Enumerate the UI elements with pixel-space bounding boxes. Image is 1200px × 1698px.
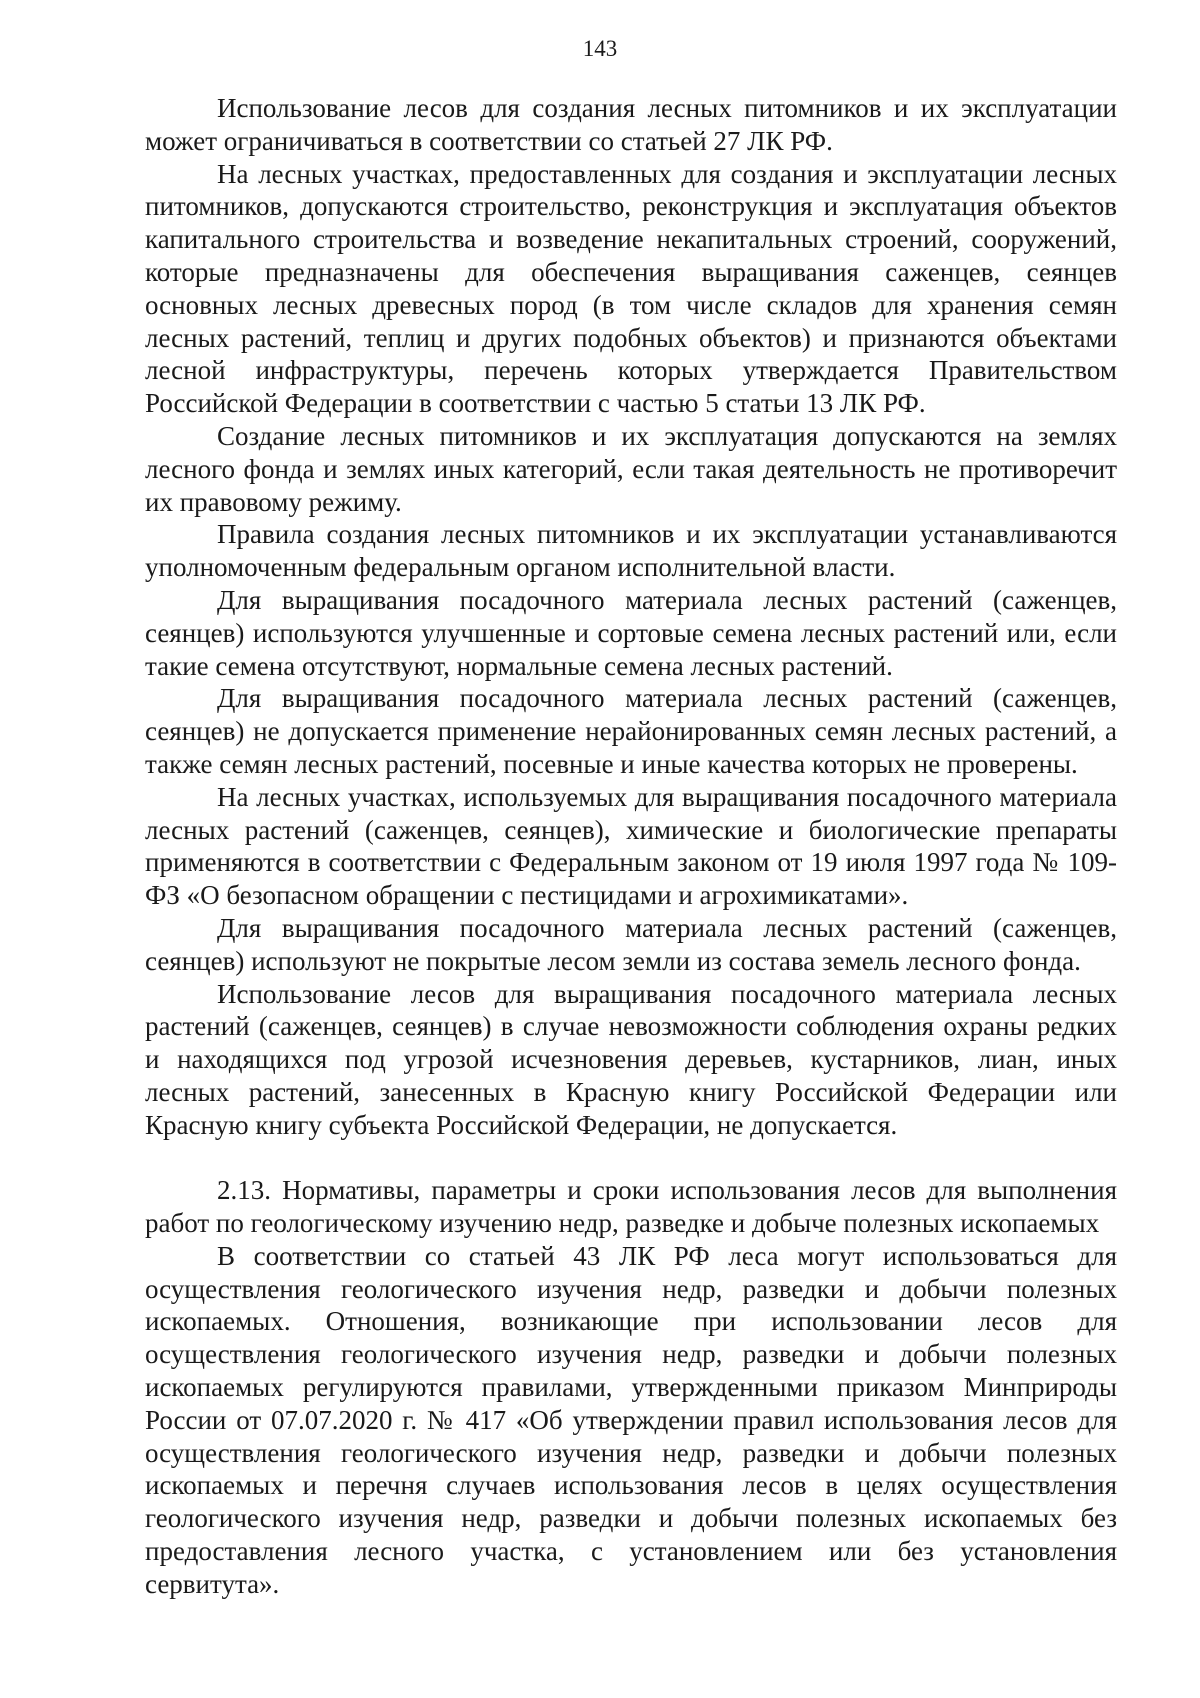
paragraph: Для выращивания посадочного материала лесных растений (саженцев, сеянцев) используют не покрытые лесом земли из состава земель лесного фонда. bbox=[145, 912, 1117, 976]
paragraph: Для выращивания посадочного материала лесных растений (саженцев, сеянцев) не допускается применение нерайонированных семян лесных растений, а также семян лесных растений, посевные и иные качества которых не проверены. bbox=[145, 683, 1117, 779]
document-body bbox=[145, 92, 1117, 1601]
paragraph: Использование лесов для создания лесных питомников и их эксплуатации может ограничиваться в соответствии со статьей 27 ЛК РФ. bbox=[145, 93, 1117, 156]
paragraph: Правила создания лесных питомников и их эксплуатации устанавливаются уполномоченным федеральным органом исполнительной власти. bbox=[145, 519, 1117, 583]
paragraph: На лесных участках, предоставленных для создания и эксплуатации лесных питомников, допускаются строительство, реконструкция и эксплуатация объектов капитального строительства и возведение некапитальных строений, сооружений, которые предназначены для обеспечения выращивания саженцев, сеянцев основных лесных древесных пород (в том числе складов для хранения семян лесных растений, теплиц и других подобных объектов) и признаются объектами лесной инфраструктуры, перечень которых утверждается Правительством Российской Федерации в соответствии с частью 5 статьи 13 ЛК РФ. bbox=[145, 158, 1117, 419]
section-heading: 2.13. Нормативы, параметры и сроки использования лесов для выполнения работ по геологическому изучению недр, разведке и добыче полезных ископаемых bbox=[145, 1175, 1117, 1239]
paragraph: Использование лесов для выращивания посадочного материала лесных растений (саженцев, сеянцев) в случае невозможности соблюдения охраны редких и находящихся под угрозой исчезновения деревьев, кустарников, лиан, иных лесных растений, занесенных в Красную книгу Российской Федерации или Красную книгу субъекта Российской Федерации, не допускается. bbox=[145, 978, 1117, 1140]
paragraph: Создание лесных питомников и их эксплуатация допускаются на землях лесного фонда и землях иных категорий, если такая деятельность не противоречит их правовому режиму. bbox=[145, 420, 1117, 517]
page-number: 143 bbox=[582, 36, 618, 61]
paragraph: Для выращивания посадочного материала лесных растений (саженцев, сеянцев) используются улучшенные и сортовые семена лесных растений или, если такие семена отсутствуют, нормальные семена лесных растений. bbox=[145, 584, 1117, 681]
paragraph: На лесных участках, используемых для выращивания посадочного материала лесных растений (саженцев, сеянцев), химические и биологические препараты применяются в соответствии с Федеральным законом от 19 июля 1997 года № 109-ФЗ «О безопасном обращении с пестицидами и агрохимикатами». bbox=[145, 781, 1117, 911]
section-paragraph: В соответствии со статьей 43 ЛК РФ леса могут использоваться для осуществления геологического изучения недр, разведки и добычи полезных ископаемых. Отношения, возникающие при использовании лесов для осуществления геологического изучения недр, разведки и добычи полезных ископаемых регулируются правилами, утвержденными приказом Минприроды России от 07.07.2020 г. № 417 «Об утверждении правил использования лесов для осуществления геологического изучения недр, разведки и добычи полезных ископаемых и перечня случаев использования лесов в целях осуществления геологического изучения недр, разведки и добычи полезных ископаемых без предоставления лесного участка, с установлением или без установления сервитута». bbox=[145, 1240, 1117, 1599]
